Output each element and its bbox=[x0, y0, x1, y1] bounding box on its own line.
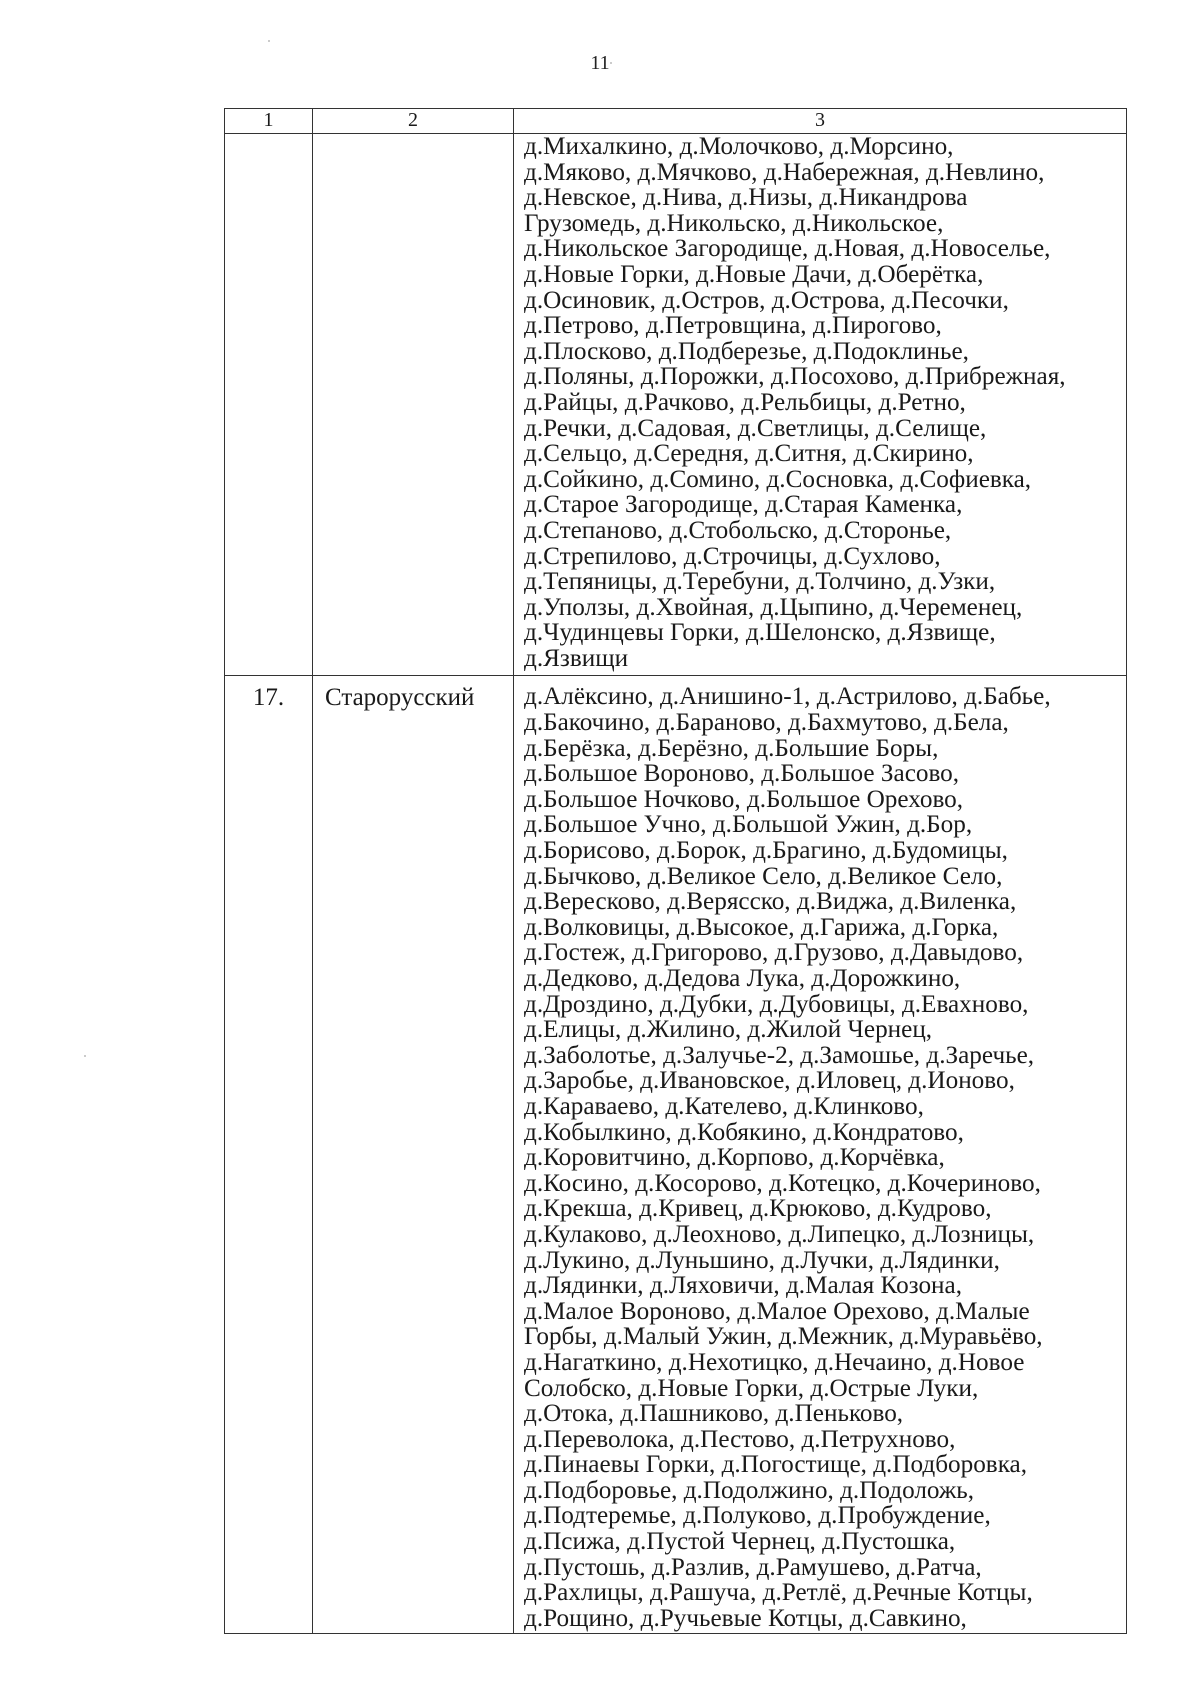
settlement-line: д.Райцы, д.Рачково, д.Рельбицы, д.Ретно, bbox=[524, 388, 966, 416]
settlement-line: д.Караваево, д.Кателево, д.Клинково, bbox=[524, 1092, 924, 1120]
settlement-line: д.Тепяницы, д.Теребуни, д.Толчино, д.Узки, bbox=[524, 568, 996, 596]
settlement-line: д.Волковицы, д.Высокое, д.Гарижа, д.Горка, bbox=[524, 913, 999, 941]
settlement-line: д.Плосково, д.Подберезье, д.Подоклинье, bbox=[524, 337, 969, 365]
row-number-cell bbox=[225, 134, 313, 676]
settlement-line: д.Крекша, д.Кривец, д.Крюково, д.Кудрово, bbox=[524, 1195, 992, 1223]
header-col-3: 3 bbox=[514, 109, 1127, 134]
settlement-line: д.Никольское Загородище, д.Новая, д.Новоселье, bbox=[524, 235, 1051, 263]
settlement-line: д.Дедково, д.Дедова Лука, д.Дорожкино, bbox=[524, 965, 961, 992]
settlement-line: д.Чудинцевы Горки, д.Шелонско, д.Язвище, bbox=[524, 619, 996, 647]
settlement-line: д.Осиновик, д.Остров, д.Острова, д.Песочки, bbox=[524, 286, 1009, 314]
settlement-line: д.Алёксино, д.Анишино-1, д.Астрилово, д.Бабье, bbox=[524, 683, 1051, 711]
settlement-line: д.Псижа, д.Пустой Чернец, д.Пустошка, bbox=[524, 1528, 956, 1556]
settlement-line: д.Пинаевы Горки, д.Погостище, д.Подборовка, bbox=[524, 1451, 1028, 1479]
settlement-line: д.Лукино, д.Луньшино, д.Лучки, д.Лядинки, bbox=[524, 1246, 1000, 1274]
settlement-list-cell bbox=[514, 134, 1127, 676]
settlement-line: д.Коровитчино, д.Корпово, д.Корчёвка, bbox=[524, 1144, 945, 1172]
settlement-line: д.Кулаково, д.Леохново, д.Липецко, д.Лозницы, bbox=[524, 1220, 1035, 1248]
settlement-line: д.Степаново, д.Стобольско, д.Сторонье, bbox=[524, 516, 952, 544]
district-cell: Старорусский bbox=[313, 676, 514, 1634]
settlement-line: д.Отока, д.Пашниково, д.Пеньково, bbox=[524, 1400, 904, 1428]
settlement-line: Грузомедь, д.Никольско, д.Никольское, bbox=[524, 209, 944, 237]
table-row-continuation bbox=[225, 134, 1127, 676]
settlement-line: д.Старое Загородище, д.Старая Каменка, bbox=[524, 491, 963, 519]
district-cell bbox=[313, 134, 514, 676]
settlement-line: д.Переволока, д.Пестово, д.Петрухново, bbox=[524, 1425, 956, 1453]
settlement-line: д.Заробье, д.Ивановское, д.Иловец, д.Ионово, bbox=[524, 1067, 1015, 1095]
settlement-line: д.Речки, д.Садовая, д.Светлицы, д.Селище, bbox=[524, 414, 987, 442]
settlement-line: д.Сойкино, д.Сомино, д.Сосновка, д.Софиевка, bbox=[524, 465, 1032, 493]
settlement-line: Горбы, д.Малый Ужин, д.Межник, д.Муравьёво, bbox=[524, 1323, 1043, 1351]
settlement-line: д.Уползы, д.Хвойная, д.Цыпино, д.Череменец, bbox=[524, 593, 1023, 621]
settlement-line: д.Вересково, д.Верясско, д.Виджа, д.Виленка, bbox=[524, 888, 1017, 916]
settlement-line: д.Бычково, д.Великое Село, д.Великое Село, bbox=[524, 862, 1003, 890]
settlement-line: д.Елицы, д.Жилино, д.Жилой Чернец, bbox=[524, 1016, 933, 1044]
header-col-1: 1 bbox=[225, 109, 313, 134]
table-row-17 bbox=[225, 676, 1127, 1634]
settlement-line: д.Стрепилово, д.Строчицы, д.Сухлово, bbox=[524, 542, 941, 570]
settlement-line: Солобско, д.Новые Горки, д.Острые Луки, bbox=[524, 1374, 979, 1402]
settlement-line: д.Лядинки, д.Ляховичи, д.Малая Козона, bbox=[524, 1272, 963, 1300]
settlements-table bbox=[224, 108, 1127, 1634]
settlement-line: д.Большое Вороново, д.Большое Засово, bbox=[524, 760, 960, 788]
settlement-line: д.Поляны, д.Порожки, д.Посохово, д.Прибрежная, bbox=[524, 363, 1066, 391]
settlement-line: д.Рахлицы, д.Рашуча, д.Ретлё, д.Речные Котцы, bbox=[524, 1579, 1033, 1607]
settlement-line: д.Пустошь, д.Разлив, д.Рамушево, д.Ратча, bbox=[524, 1553, 982, 1581]
settlement-line: д.Рощино, д.Ручьевые Котцы, д.Савкино, bbox=[524, 1604, 967, 1632]
scan-speck bbox=[84, 1055, 86, 1057]
settlement-line: д.Новые Горки, д.Новые Дачи, д.Оберётка, bbox=[524, 260, 984, 288]
settlement-line: д.Михалкино, д.Молочково, д.Морсино, bbox=[524, 133, 954, 160]
settlement-line: д.Большое Учно, д.Большой Ужин, д.Бор, bbox=[524, 811, 973, 839]
settlement-line: д.Бакочино, д.Бараново, д.Бахмутово, д.Бела, bbox=[524, 709, 1009, 737]
settlement-line: д.Гостеж, д.Григорово, д.Грузово, д.Давыдово, bbox=[524, 939, 1024, 967]
page-number: 11 bbox=[590, 52, 610, 74]
settlement-line: д.Мяково, д.Мячково, д.Набережная, д.Невлино, bbox=[524, 158, 1045, 186]
settlement-line: д.Нагаткино, д.Нехотицко, д.Нечаино, д.Новое bbox=[524, 1348, 1025, 1376]
header-col-2: 2 bbox=[313, 109, 514, 134]
settlement-line: д.Сельцо, д.Середня, д.Ситня, д.Скирино, bbox=[524, 440, 974, 468]
settlement-line: д.Кобылкино, д.Кобякино, д.Кондратово, bbox=[524, 1118, 964, 1146]
settlement-line: д.Борисово, д.Борок, д.Брагино, д.Будомицы, bbox=[524, 837, 1008, 865]
settlement-line: д.Большое Ночково, д.Большое Орехово, bbox=[524, 785, 964, 813]
settlement-list-cell bbox=[514, 676, 1127, 1634]
settlement-line: д.Малое Вороново, д.Малое Орехово, д.Малые bbox=[524, 1297, 1030, 1325]
settlement-line: д.Петрово, д.Петровщина, д.Пирогово, bbox=[524, 312, 942, 340]
settlement-line: д.Подтеремье, д.Полуково, д.Пробуждение, bbox=[524, 1502, 991, 1530]
settlement-line: д.Язвищи bbox=[524, 644, 629, 672]
settlement-line: д.Дроздино, д.Дубки, д.Дубовицы, д.Евахново, bbox=[524, 990, 1029, 1018]
settlement-line: д.Невское, д.Нива, д.Низы, д.Никандрова bbox=[524, 184, 968, 212]
scan-speck bbox=[610, 62, 612, 64]
row-number-cell: 17. bbox=[225, 676, 313, 1634]
settlement-line: д.Берёзка, д.Берёзно, д.Большие Боры, bbox=[524, 734, 939, 762]
scan-speck bbox=[268, 40, 270, 42]
settlement-line: д.Подборовье, д.Подолжино, д.Подоложь, bbox=[524, 1476, 975, 1504]
settlement-line: д.Косино, д.Косорово, д.Котецко, д.Кочериново, bbox=[524, 1169, 1041, 1197]
table-header-row bbox=[225, 109, 1127, 134]
settlement-line: д.Заболотье, д.Залучье-2, д.Замошье, д.Заречье, bbox=[524, 1041, 1035, 1069]
